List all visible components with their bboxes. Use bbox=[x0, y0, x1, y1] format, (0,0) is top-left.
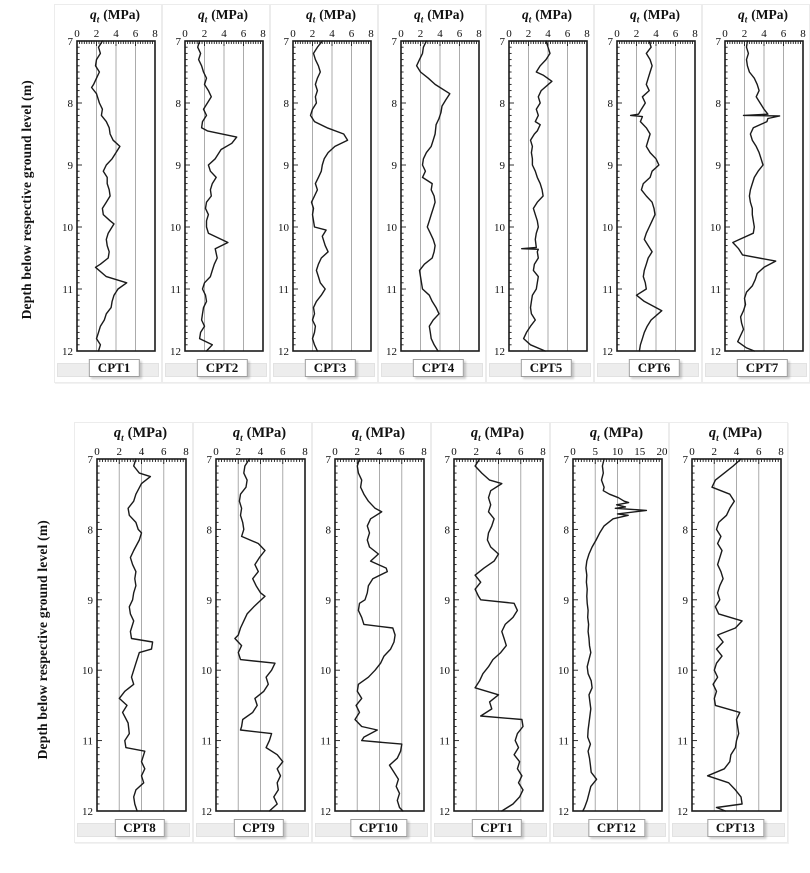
cpt4-panel bbox=[378, 4, 486, 383]
svg-text:0: 0 bbox=[689, 445, 695, 458]
cpt10-label: CPT10 bbox=[350, 819, 407, 837]
cpt1-panel bbox=[54, 4, 162, 383]
svg-text:10: 10 bbox=[602, 221, 613, 234]
svg-text:0: 0 bbox=[290, 27, 296, 40]
qt-subscript: t bbox=[420, 14, 424, 25]
svg-text:8: 8 bbox=[368, 27, 374, 40]
qt-subscript: t bbox=[312, 14, 316, 25]
cpt1-label: CPT1 bbox=[89, 359, 140, 377]
svg-text:11: 11 bbox=[677, 735, 688, 748]
cpt5-panel bbox=[486, 4, 594, 383]
cpt6-label: CPT6 bbox=[629, 359, 680, 377]
svg-text:9: 9 bbox=[175, 159, 181, 172]
svg-text:4: 4 bbox=[329, 27, 335, 40]
qt-symbol: q bbox=[232, 425, 241, 441]
svg-text:6: 6 bbox=[399, 445, 405, 458]
top-row bbox=[0, 4, 810, 396]
cpt3-panel bbox=[270, 4, 378, 383]
x-axis-title bbox=[432, 423, 549, 443]
svg-text:2: 2 bbox=[201, 27, 208, 40]
svg-text:9: 9 bbox=[283, 159, 289, 172]
svg-text:0: 0 bbox=[722, 27, 728, 40]
cpt13-panel bbox=[669, 422, 788, 843]
cpt7-label-row bbox=[703, 358, 809, 380]
svg-text:6: 6 bbox=[564, 27, 571, 40]
x-axis-title bbox=[313, 423, 430, 443]
qt-symbol: q bbox=[522, 7, 529, 22]
cpt4-label: CPT4 bbox=[413, 359, 464, 377]
svg-text:0: 0 bbox=[570, 445, 576, 458]
svg-text:11: 11 bbox=[82, 735, 93, 748]
cpt8-panel bbox=[74, 422, 193, 843]
svg-text:9: 9 bbox=[499, 159, 505, 172]
svg-text:0: 0 bbox=[332, 445, 338, 458]
qt-subscript: t bbox=[478, 432, 481, 443]
cpt2-panel bbox=[162, 4, 270, 383]
cpt2-label-row bbox=[163, 358, 269, 380]
cpt10-panel bbox=[312, 422, 431, 843]
cpt1-plot bbox=[55, 25, 161, 357]
svg-text:2: 2 bbox=[309, 27, 316, 40]
svg-text:7: 7 bbox=[206, 453, 212, 466]
svg-text:10: 10 bbox=[278, 221, 289, 234]
svg-text:8: 8 bbox=[260, 27, 266, 40]
svg-text:12: 12 bbox=[439, 805, 450, 817]
svg-text:8: 8 bbox=[87, 524, 93, 537]
svg-text:12: 12 bbox=[558, 805, 569, 817]
cpt2-plot bbox=[163, 25, 269, 357]
svg-text:0: 0 bbox=[451, 445, 457, 458]
svg-text:7: 7 bbox=[682, 453, 688, 466]
cpt13-label: CPT13 bbox=[707, 819, 764, 837]
svg-text:8: 8 bbox=[692, 27, 698, 40]
qt-symbol: q bbox=[708, 425, 717, 441]
svg-text:6: 6 bbox=[456, 27, 463, 40]
svg-text:7: 7 bbox=[444, 453, 450, 466]
cpt12-plot bbox=[551, 443, 668, 817]
qt-subscript: t bbox=[359, 432, 362, 443]
cpt13-label-row bbox=[670, 818, 787, 840]
unit-label: (MPa) bbox=[643, 7, 680, 22]
svg-text:6: 6 bbox=[132, 27, 139, 40]
svg-text:10: 10 bbox=[558, 665, 569, 678]
unit-label: (MPa) bbox=[127, 425, 168, 441]
svg-text:4: 4 bbox=[653, 27, 659, 40]
svg-text:10: 10 bbox=[170, 221, 181, 234]
svg-text:8: 8 bbox=[391, 97, 397, 110]
svg-text:8: 8 bbox=[283, 97, 289, 110]
cpt6-label-row bbox=[595, 358, 701, 380]
svg-text:15: 15 bbox=[634, 445, 646, 458]
cpt9-plot bbox=[194, 443, 311, 817]
qt-symbol: q bbox=[198, 7, 205, 22]
svg-text:12: 12 bbox=[602, 345, 613, 357]
svg-text:10: 10 bbox=[677, 665, 688, 678]
qt-symbol: q bbox=[589, 425, 598, 441]
unit-label: (MPa) bbox=[319, 7, 356, 22]
cpt5-plot bbox=[487, 25, 593, 357]
svg-text:8: 8 bbox=[682, 524, 688, 537]
svg-text:11: 11 bbox=[170, 283, 181, 296]
y-axis-label: Depth below respective ground level (m) bbox=[19, 80, 34, 320]
qt-symbol: q bbox=[90, 7, 97, 22]
y-axis-label-column-bottom bbox=[12, 422, 74, 858]
svg-text:2: 2 bbox=[525, 27, 532, 40]
cpt3-plot bbox=[271, 25, 377, 357]
svg-text:7: 7 bbox=[283, 35, 289, 48]
cpt11-panel bbox=[431, 422, 550, 843]
svg-text:0: 0 bbox=[74, 27, 80, 40]
cpt7-panel bbox=[702, 4, 810, 383]
svg-text:9: 9 bbox=[391, 159, 397, 172]
svg-text:4: 4 bbox=[437, 27, 443, 40]
svg-text:4: 4 bbox=[138, 445, 145, 458]
svg-text:2: 2 bbox=[473, 445, 479, 458]
cpt12-label-row bbox=[551, 818, 668, 840]
x-axis-title bbox=[75, 423, 192, 443]
cpt9-label: CPT9 bbox=[233, 819, 284, 837]
svg-text:12: 12 bbox=[710, 345, 721, 357]
svg-text:7: 7 bbox=[499, 35, 505, 48]
x-axis-title bbox=[194, 423, 311, 443]
qt-symbol: q bbox=[414, 7, 421, 22]
qt-symbol: q bbox=[351, 425, 360, 441]
svg-text:8: 8 bbox=[183, 445, 189, 458]
svg-text:4: 4 bbox=[221, 27, 227, 40]
cpt12-label: CPT12 bbox=[588, 819, 645, 837]
qt-subscript: t bbox=[597, 432, 600, 443]
svg-text:12: 12 bbox=[82, 805, 93, 817]
svg-text:12: 12 bbox=[278, 345, 289, 357]
cpt4-label-row bbox=[379, 358, 485, 380]
svg-text:7: 7 bbox=[325, 453, 331, 466]
svg-text:2: 2 bbox=[354, 445, 360, 458]
cpt6-panel bbox=[594, 4, 702, 383]
qt-subscript: t bbox=[121, 432, 124, 443]
cpt12-panel bbox=[550, 422, 669, 843]
svg-text:2: 2 bbox=[741, 27, 748, 40]
svg-text:7: 7 bbox=[175, 35, 181, 48]
cpt2-label: CPT2 bbox=[197, 359, 248, 377]
svg-text:9: 9 bbox=[563, 594, 569, 607]
svg-text:8: 8 bbox=[302, 445, 308, 458]
y-axis-label-column-top bbox=[0, 4, 54, 396]
svg-text:6: 6 bbox=[161, 445, 167, 458]
x-axis-title bbox=[271, 5, 377, 25]
qt-symbol: q bbox=[630, 7, 637, 22]
svg-text:8: 8 bbox=[563, 524, 569, 537]
cpt5-label-row bbox=[487, 358, 593, 380]
x-axis-title bbox=[703, 5, 809, 25]
svg-text:7: 7 bbox=[391, 35, 397, 48]
qt-symbol: q bbox=[470, 425, 479, 441]
cpt13-plot bbox=[670, 443, 787, 817]
svg-text:6: 6 bbox=[518, 445, 524, 458]
x-axis-title bbox=[670, 423, 787, 443]
svg-text:4: 4 bbox=[376, 445, 383, 458]
svg-text:10: 10 bbox=[710, 221, 721, 234]
svg-text:8: 8 bbox=[800, 27, 806, 40]
unit-label: (MPa) bbox=[751, 7, 788, 22]
svg-text:4: 4 bbox=[733, 445, 740, 458]
svg-text:7: 7 bbox=[67, 35, 73, 48]
svg-text:8: 8 bbox=[152, 27, 158, 40]
cpt9-panel bbox=[193, 422, 312, 843]
qt-subscript: t bbox=[528, 14, 532, 25]
svg-text:6: 6 bbox=[280, 445, 286, 458]
svg-text:7: 7 bbox=[715, 35, 721, 48]
svg-text:12: 12 bbox=[386, 345, 397, 357]
svg-text:7: 7 bbox=[87, 453, 93, 466]
svg-text:10: 10 bbox=[82, 665, 93, 678]
cpt5-label: CPT5 bbox=[521, 359, 572, 377]
svg-text:6: 6 bbox=[348, 27, 355, 40]
svg-text:7: 7 bbox=[607, 35, 613, 48]
svg-text:2: 2 bbox=[116, 445, 122, 458]
svg-text:8: 8 bbox=[499, 97, 505, 110]
svg-text:5: 5 bbox=[592, 445, 598, 458]
svg-text:8: 8 bbox=[540, 445, 546, 458]
svg-text:8: 8 bbox=[584, 27, 590, 40]
svg-text:6: 6 bbox=[780, 27, 787, 40]
unit-label: (MPa) bbox=[427, 7, 464, 22]
svg-text:4: 4 bbox=[545, 27, 551, 40]
unit-label: (MPa) bbox=[103, 7, 140, 22]
svg-text:0: 0 bbox=[94, 445, 100, 458]
svg-text:10: 10 bbox=[439, 665, 450, 678]
qt-subscript: t bbox=[240, 432, 243, 443]
cpt9-label-row bbox=[194, 818, 311, 840]
svg-text:8: 8 bbox=[607, 97, 613, 110]
svg-text:12: 12 bbox=[170, 345, 181, 357]
qt-subscript: t bbox=[744, 14, 748, 25]
svg-text:9: 9 bbox=[682, 594, 688, 607]
qt-subscript: t bbox=[636, 14, 640, 25]
svg-text:11: 11 bbox=[439, 735, 450, 748]
cpt7-label: CPT7 bbox=[737, 359, 788, 377]
cpt10-plot bbox=[313, 443, 430, 817]
unit-label: (MPa) bbox=[246, 425, 287, 441]
svg-text:9: 9 bbox=[715, 159, 721, 172]
svg-text:9: 9 bbox=[607, 159, 613, 172]
svg-text:9: 9 bbox=[444, 594, 450, 607]
svg-text:9: 9 bbox=[325, 594, 331, 607]
svg-text:8: 8 bbox=[715, 97, 721, 110]
cpt10-label-row bbox=[313, 818, 430, 840]
x-axis-title bbox=[551, 423, 668, 443]
svg-text:12: 12 bbox=[201, 805, 212, 817]
cpt3-label-row bbox=[271, 358, 377, 380]
svg-text:11: 11 bbox=[558, 735, 569, 748]
cpt7-plot bbox=[703, 25, 809, 357]
svg-text:6: 6 bbox=[756, 445, 762, 458]
svg-text:10: 10 bbox=[386, 221, 397, 234]
qt-symbol: q bbox=[113, 425, 122, 441]
svg-text:10: 10 bbox=[320, 665, 331, 678]
qt-subscript: t bbox=[716, 432, 719, 443]
x-axis-title bbox=[379, 5, 485, 25]
svg-text:8: 8 bbox=[444, 524, 450, 537]
svg-text:8: 8 bbox=[325, 524, 331, 537]
svg-text:0: 0 bbox=[182, 27, 188, 40]
unit-label: (MPa) bbox=[211, 7, 248, 22]
svg-text:9: 9 bbox=[67, 159, 73, 172]
svg-text:12: 12 bbox=[62, 345, 73, 357]
cpt4-plot bbox=[379, 25, 485, 357]
svg-text:6: 6 bbox=[240, 27, 247, 40]
svg-text:8: 8 bbox=[421, 445, 427, 458]
qt-subscript: t bbox=[204, 14, 208, 25]
svg-text:2: 2 bbox=[93, 27, 100, 40]
qt-symbol: q bbox=[738, 7, 745, 22]
svg-text:11: 11 bbox=[201, 735, 212, 748]
svg-text:4: 4 bbox=[113, 27, 119, 40]
svg-text:6: 6 bbox=[672, 27, 679, 40]
qt-symbol: q bbox=[306, 7, 313, 22]
svg-text:8: 8 bbox=[175, 97, 181, 110]
unit-label: (MPa) bbox=[365, 425, 406, 441]
svg-text:11: 11 bbox=[386, 283, 397, 296]
unit-label: (MPa) bbox=[603, 425, 644, 441]
svg-text:11: 11 bbox=[710, 283, 721, 296]
svg-text:7: 7 bbox=[563, 453, 569, 466]
x-axis-title bbox=[55, 5, 161, 25]
x-axis-title bbox=[595, 5, 701, 25]
svg-text:2: 2 bbox=[633, 27, 640, 40]
svg-text:11: 11 bbox=[62, 283, 73, 296]
svg-text:10: 10 bbox=[612, 445, 623, 458]
x-axis-title bbox=[163, 5, 269, 25]
svg-text:4: 4 bbox=[495, 445, 502, 458]
svg-text:2: 2 bbox=[235, 445, 241, 458]
svg-text:10: 10 bbox=[62, 221, 73, 234]
qt-subscript: t bbox=[96, 14, 100, 25]
svg-text:11: 11 bbox=[602, 283, 613, 296]
svg-text:8: 8 bbox=[206, 524, 212, 537]
svg-text:4: 4 bbox=[257, 445, 264, 458]
svg-text:12: 12 bbox=[320, 805, 331, 817]
cpt3-label: CPT3 bbox=[305, 359, 356, 377]
svg-text:12: 12 bbox=[677, 805, 688, 817]
svg-text:4: 4 bbox=[761, 27, 767, 40]
svg-text:2: 2 bbox=[417, 27, 424, 40]
cpt11-plot bbox=[432, 443, 549, 817]
unit-label: (MPa) bbox=[535, 7, 572, 22]
svg-text:2: 2 bbox=[711, 445, 717, 458]
svg-text:0: 0 bbox=[506, 27, 512, 40]
cpt8-plot bbox=[75, 443, 192, 817]
svg-text:9: 9 bbox=[206, 594, 212, 607]
cpt1-label-row bbox=[55, 358, 161, 380]
cpt8-label-row bbox=[75, 818, 192, 840]
cpt8-label: CPT8 bbox=[114, 819, 165, 837]
x-axis-title bbox=[487, 5, 593, 25]
svg-text:11: 11 bbox=[278, 283, 289, 296]
svg-text:11: 11 bbox=[494, 283, 505, 296]
bottom-row bbox=[12, 422, 810, 858]
svg-text:12: 12 bbox=[494, 345, 505, 357]
svg-text:10: 10 bbox=[494, 221, 505, 234]
cpt6-plot bbox=[595, 25, 701, 357]
unit-label: (MPa) bbox=[484, 425, 525, 441]
svg-text:8: 8 bbox=[67, 97, 73, 110]
svg-text:20: 20 bbox=[656, 445, 668, 458]
svg-text:0: 0 bbox=[398, 27, 404, 40]
svg-text:10: 10 bbox=[201, 665, 212, 678]
svg-text:11: 11 bbox=[320, 735, 331, 748]
svg-text:8: 8 bbox=[778, 445, 784, 458]
svg-text:8: 8 bbox=[476, 27, 482, 40]
cpt11-label-row bbox=[432, 818, 549, 840]
unit-label: (MPa) bbox=[722, 425, 763, 441]
svg-text:0: 0 bbox=[213, 445, 219, 458]
svg-text:9: 9 bbox=[87, 594, 93, 607]
svg-text:0: 0 bbox=[614, 27, 620, 40]
y-axis-label: Depth below respective ground level (m) bbox=[35, 520, 50, 760]
cpt11-label: CPT1 bbox=[471, 819, 522, 837]
